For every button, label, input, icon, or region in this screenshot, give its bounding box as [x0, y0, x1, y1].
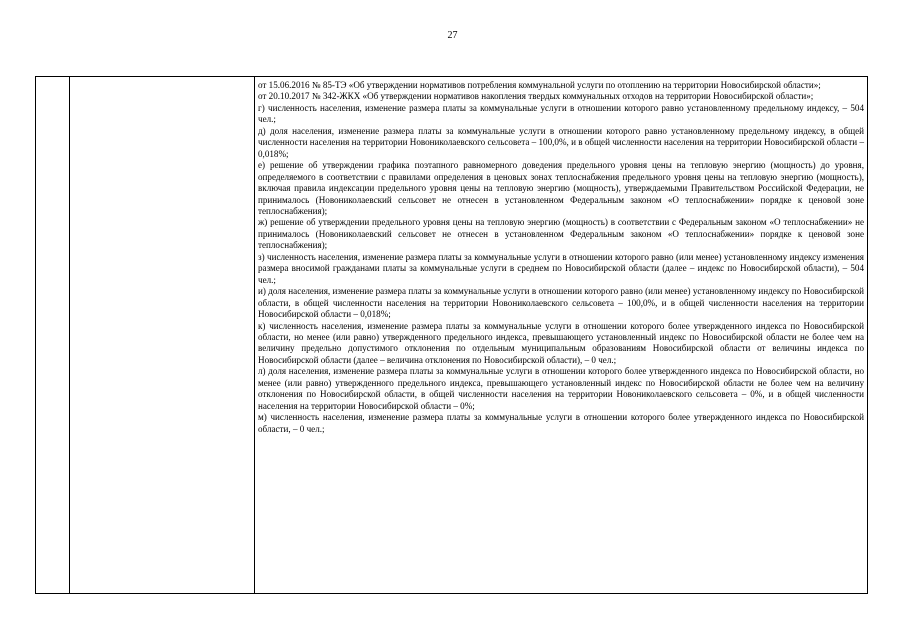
- paragraph: г) численность населения, изменение размера платы за коммунальные услуги в отношении которого равно установленному предельному индексу, – 504 чел.;: [258, 102, 864, 125]
- table-row: [36, 77, 868, 594]
- paragraph: е) решение об утверждении графика поэтапного равномерного доведения предельного уровня цены на тепловую энергию (мощность) до уровня, определяемого в соответствии с правилами определения в ценовых зонах теплоснабжения предельного уровня цены на тепловую энергию (мощность), включая правила индексации предельного уровня цены на тепловую энергию (мощность), утверждаемыми Правительством Российской Федерации, не принималось (Новониколаевский сельсовет не отнесен в установленном Федеральным законом «О теплоснабжении» порядке к ценовой зоне теплоснабжения);: [258, 160, 864, 216]
- paragraph: ж) решение об утверждении предельного уровня цены на тепловую энергию (мощность) в соответствии с Федеральным законом «О теплоснабжении» не принималось (Новониколаевский сельсовет не отнесен в установленном Федеральным законом «О теплоснабжении» порядке к ценовой зоне теплоснабжения);: [258, 217, 864, 251]
- content-cell: [255, 77, 868, 594]
- paragraph: д) доля населения, изменение размера платы за коммунальные услуги в отношении которого равно установленному предельному индексу, в общей численности населения на территории Новониколаевского сельсовета – 100,0%, и в общей численности населения на территории Новосибирской области – 0,018%;: [258, 125, 864, 159]
- paragraph: к) численность населения, изменение размера платы за коммунальные услуги в отношении которого более утвержденного индекса по Новосибирской области, но менее (или равно) утвержденного предельного индекса, превышающего установленный индекс по Новосибирской области не более чем на величину предельно допустимого отклонения по отдельным муниципальным образованиям Новосибирской области от величины индекса по Новосибирской области (далее – величина отклонения по Новосибирской области), – 0 чел.;: [258, 320, 864, 365]
- paragraph: л) доля населения, изменение размера платы за коммунальные услуги в отношении которого более утвержденного индекса по Новосибирской области, но менее (или равно) утвержденного предельного индекса, превышающего установленный индекс по Новосибирской области не более чем на величину отклонения по Новосибирской области, в общей численности населения на территории Новониколаевского сельсовета – 0%, и в общей численности населения на территории Новосибирской области – 0%;: [258, 366, 864, 411]
- page-number: 27: [447, 30, 458, 41]
- paragraph: от 20.10.2017 № 342-ЖКХ «Об утверждении нормативов накопления твердых коммунальных отходов на территории Новосибирской области»;: [258, 91, 814, 102]
- number-cell: [36, 77, 70, 594]
- paragraph: м) численность населения, изменение размера платы за коммунальные услуги в отношении которого более утвержденного индекса по Новосибирской области, – 0 чел.;: [258, 412, 864, 434]
- document-table: [35, 76, 868, 594]
- paragraph: от 15.06.2016 № 85-ТЭ «Об утверждении нормативов потребления коммунальной услуги по отоплению на территории Новосибирской области»;: [258, 80, 821, 90]
- paragraph: з) численность населения, изменение размера платы за коммунальные услуги в отношении которого равно (или менее) установленному индексу изменения размера вносимой гражданами платы за коммунальные услуги в среднем по Новосибирской области (далее – индекс по Новосибирской области), – 504 чел.;: [258, 251, 864, 285]
- content-text: [255, 77, 867, 435]
- paragraph: и) доля населения, изменение размера платы за коммунальные услуги в отношении которого равно (или менее) установленному индексу по Новосибирской области, в общей численности населения на территории Новониколаевского сельсовета – 100,0%, и в общей численности населения на территории Новосибирской области – 0,018%;: [258, 286, 864, 320]
- title-cell: [70, 77, 255, 594]
